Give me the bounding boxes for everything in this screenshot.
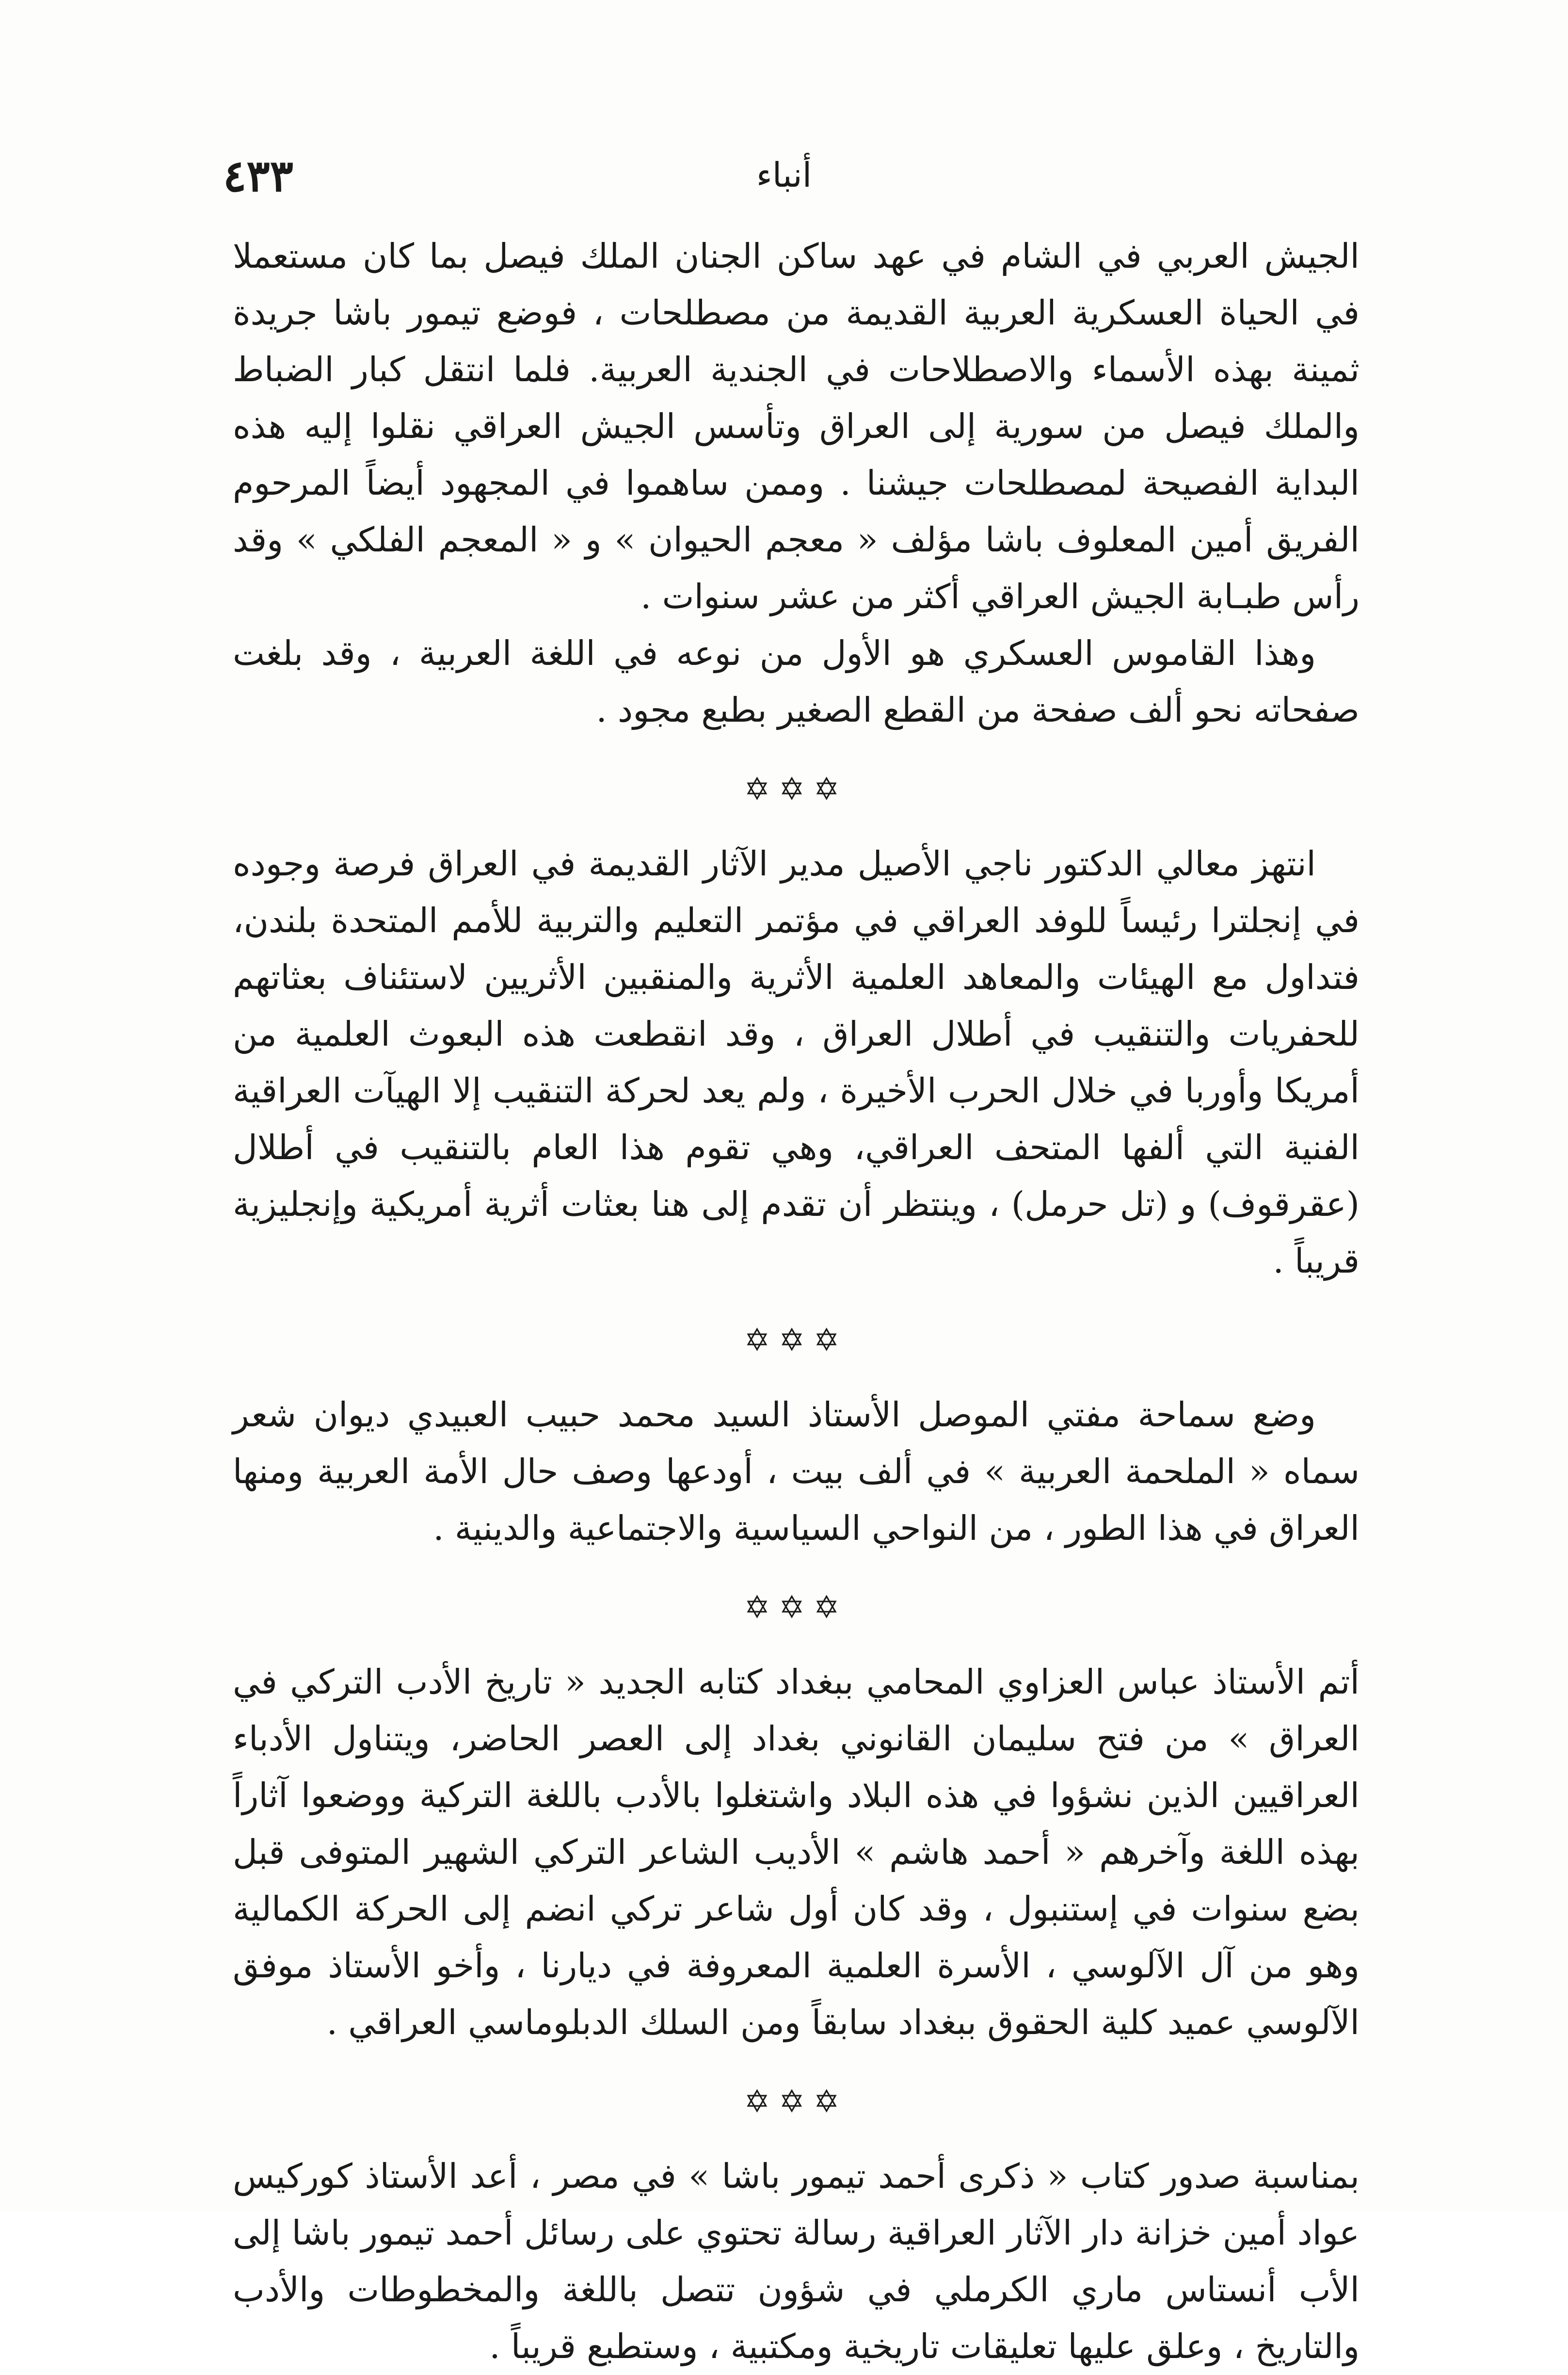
star-separator: ✡✡✡ <box>744 1323 848 1358</box>
news-item-taymur-letters <box>233 2148 1360 2375</box>
news-item-military-dictionary <box>233 228 1360 739</box>
news-item-turkish-literature <box>233 1654 1360 2051</box>
paragraph: انتهز معالي الدكتور ناجي الأصيل مدير الآثار القديمة في العراق فرصة وجوده في إنجلترا رئيساً للوفد العراقي في مؤتمر التعليم والتربية للأمم المتحدة بلندن، فتداول مع الهيئات والمعاهد العلمية الأثرية والمنقبين الأثريين لاستئناف بعثاتهم للحفريات والتنقيب في أطلال العراق ، وقد انقطعت هذه البعوث العلمية من أمريكا وأوربا في خلال الحرب الأخيرة ، ولم يعد لحركة التنقيب إلا الهيآت العراقية الفنية التي ألفها المتحف العراقي، وهي تقوم هذا العام بالتنقيب في أطلال (عقرقوف) و (تل حرمل) ، وينتظر أن تقدم إلى هنا بعثات أثرية أمريكية وإنجليزية قريباً . <box>233 844 1360 1281</box>
paragraph: أتم الأستاذ عباس العزاوي المحامي ببغداد كتابه الجديد « تاريخ الأدب التركي في العراق » من فتح سليمان القانوني بغداد إلى العصر الحاضر، ويتناول الأدباء العراقيين الذين نشؤوا في هذه البلاد واشتغلوا بالأدب باللغة التركية ووضعوا آثاراً بهذه اللغة وآخرهم « أحمد هاشم » الأديب الشاعر التركي الشهير المتوفى قبل بضع سنوات في إستنبول ، وقد كان أول شاعر تركي انضم إلى الحركة الكمالية وهو من آل الآلوسي ، الأسرة العلمية المعروفة في ديارنا ، وأخو الأستاذ موفق الآلوسي عميد كلية الحقوق ببغداد سابقاً ومن السلك الدبلوماسي العراقي . <box>233 1662 1360 2042</box>
news-item-excavations <box>233 836 1360 1290</box>
page-number: ٤٣٣ <box>223 150 294 202</box>
running-title: أنباء <box>756 155 812 195</box>
paragraph: بمناسبة صدور كتاب « ذكرى أحمد تيمور باشا » في مصر ، أعد الأستاذ كوركيس عواد أمين خزانة دار الآثار العراقية رسالة تحتوي على رسائل أحمد تيمور باشا إلى الأب أنستاس ماري الكرملي في شؤون تتصل باللغة والمخطوطات والأدب والتاريخ ، وعلق عليها تعليقات تاريخية ومكتبية ، وستطبع قريباً . <box>233 2156 1360 2366</box>
star-separator: ✡✡✡ <box>744 2084 848 2120</box>
news-item-arab-epic <box>233 1387 1360 1557</box>
page-header <box>223 145 1345 204</box>
paragraph: وهذا القاموس العسكري هو الأول من نوعه في اللغة العربية ، وقد بلغت صفحاته نحو ألف صفحة من القطع الصغير بطبع مجود . <box>233 633 1360 730</box>
star-separator: ✡✡✡ <box>744 772 848 808</box>
paragraph: وضع سماحة مفتي الموصل الأستاذ السيد محمد حبيب العبيدي ديوان شعر سماه « الملحمة العربية » في ألف بيت ، أودعها وصف حال الأمة العربية ومنها العراق في هذا الطور ، من النواحي السياسية والاجتماعية والدينية . <box>233 1395 1360 1548</box>
paragraph: الجيش العربي في الشام في عهد ساكن الجنان الملك فيصل بما كان مستعملا في الحياة العسكرية العربية القديمة من مصطلحات ، فوضع تيمور باشا جريدة ثمينة بهذه الأسماء والاصطلاحات في الجندية العربية. فلما انتقل كبار الضباط والملك فيصل من سورية إلى العراق وتأسس الجيش العراقي نقلوا إليه هذه البداية الفصيحة لمصطلحات جيشنا . وممن ساهموا في المجهود أيضاً المرحوم الفريق أمين المعلوف باشا مؤلف « معجم الحيوان » و « المعجم الفلكي » وقد رأس طبـابة الجيش العراقي أكثر من عشر سنوات . <box>233 236 1360 616</box>
star-separator: ✡✡✡ <box>744 1590 848 1626</box>
article-body <box>233 228 1360 2375</box>
